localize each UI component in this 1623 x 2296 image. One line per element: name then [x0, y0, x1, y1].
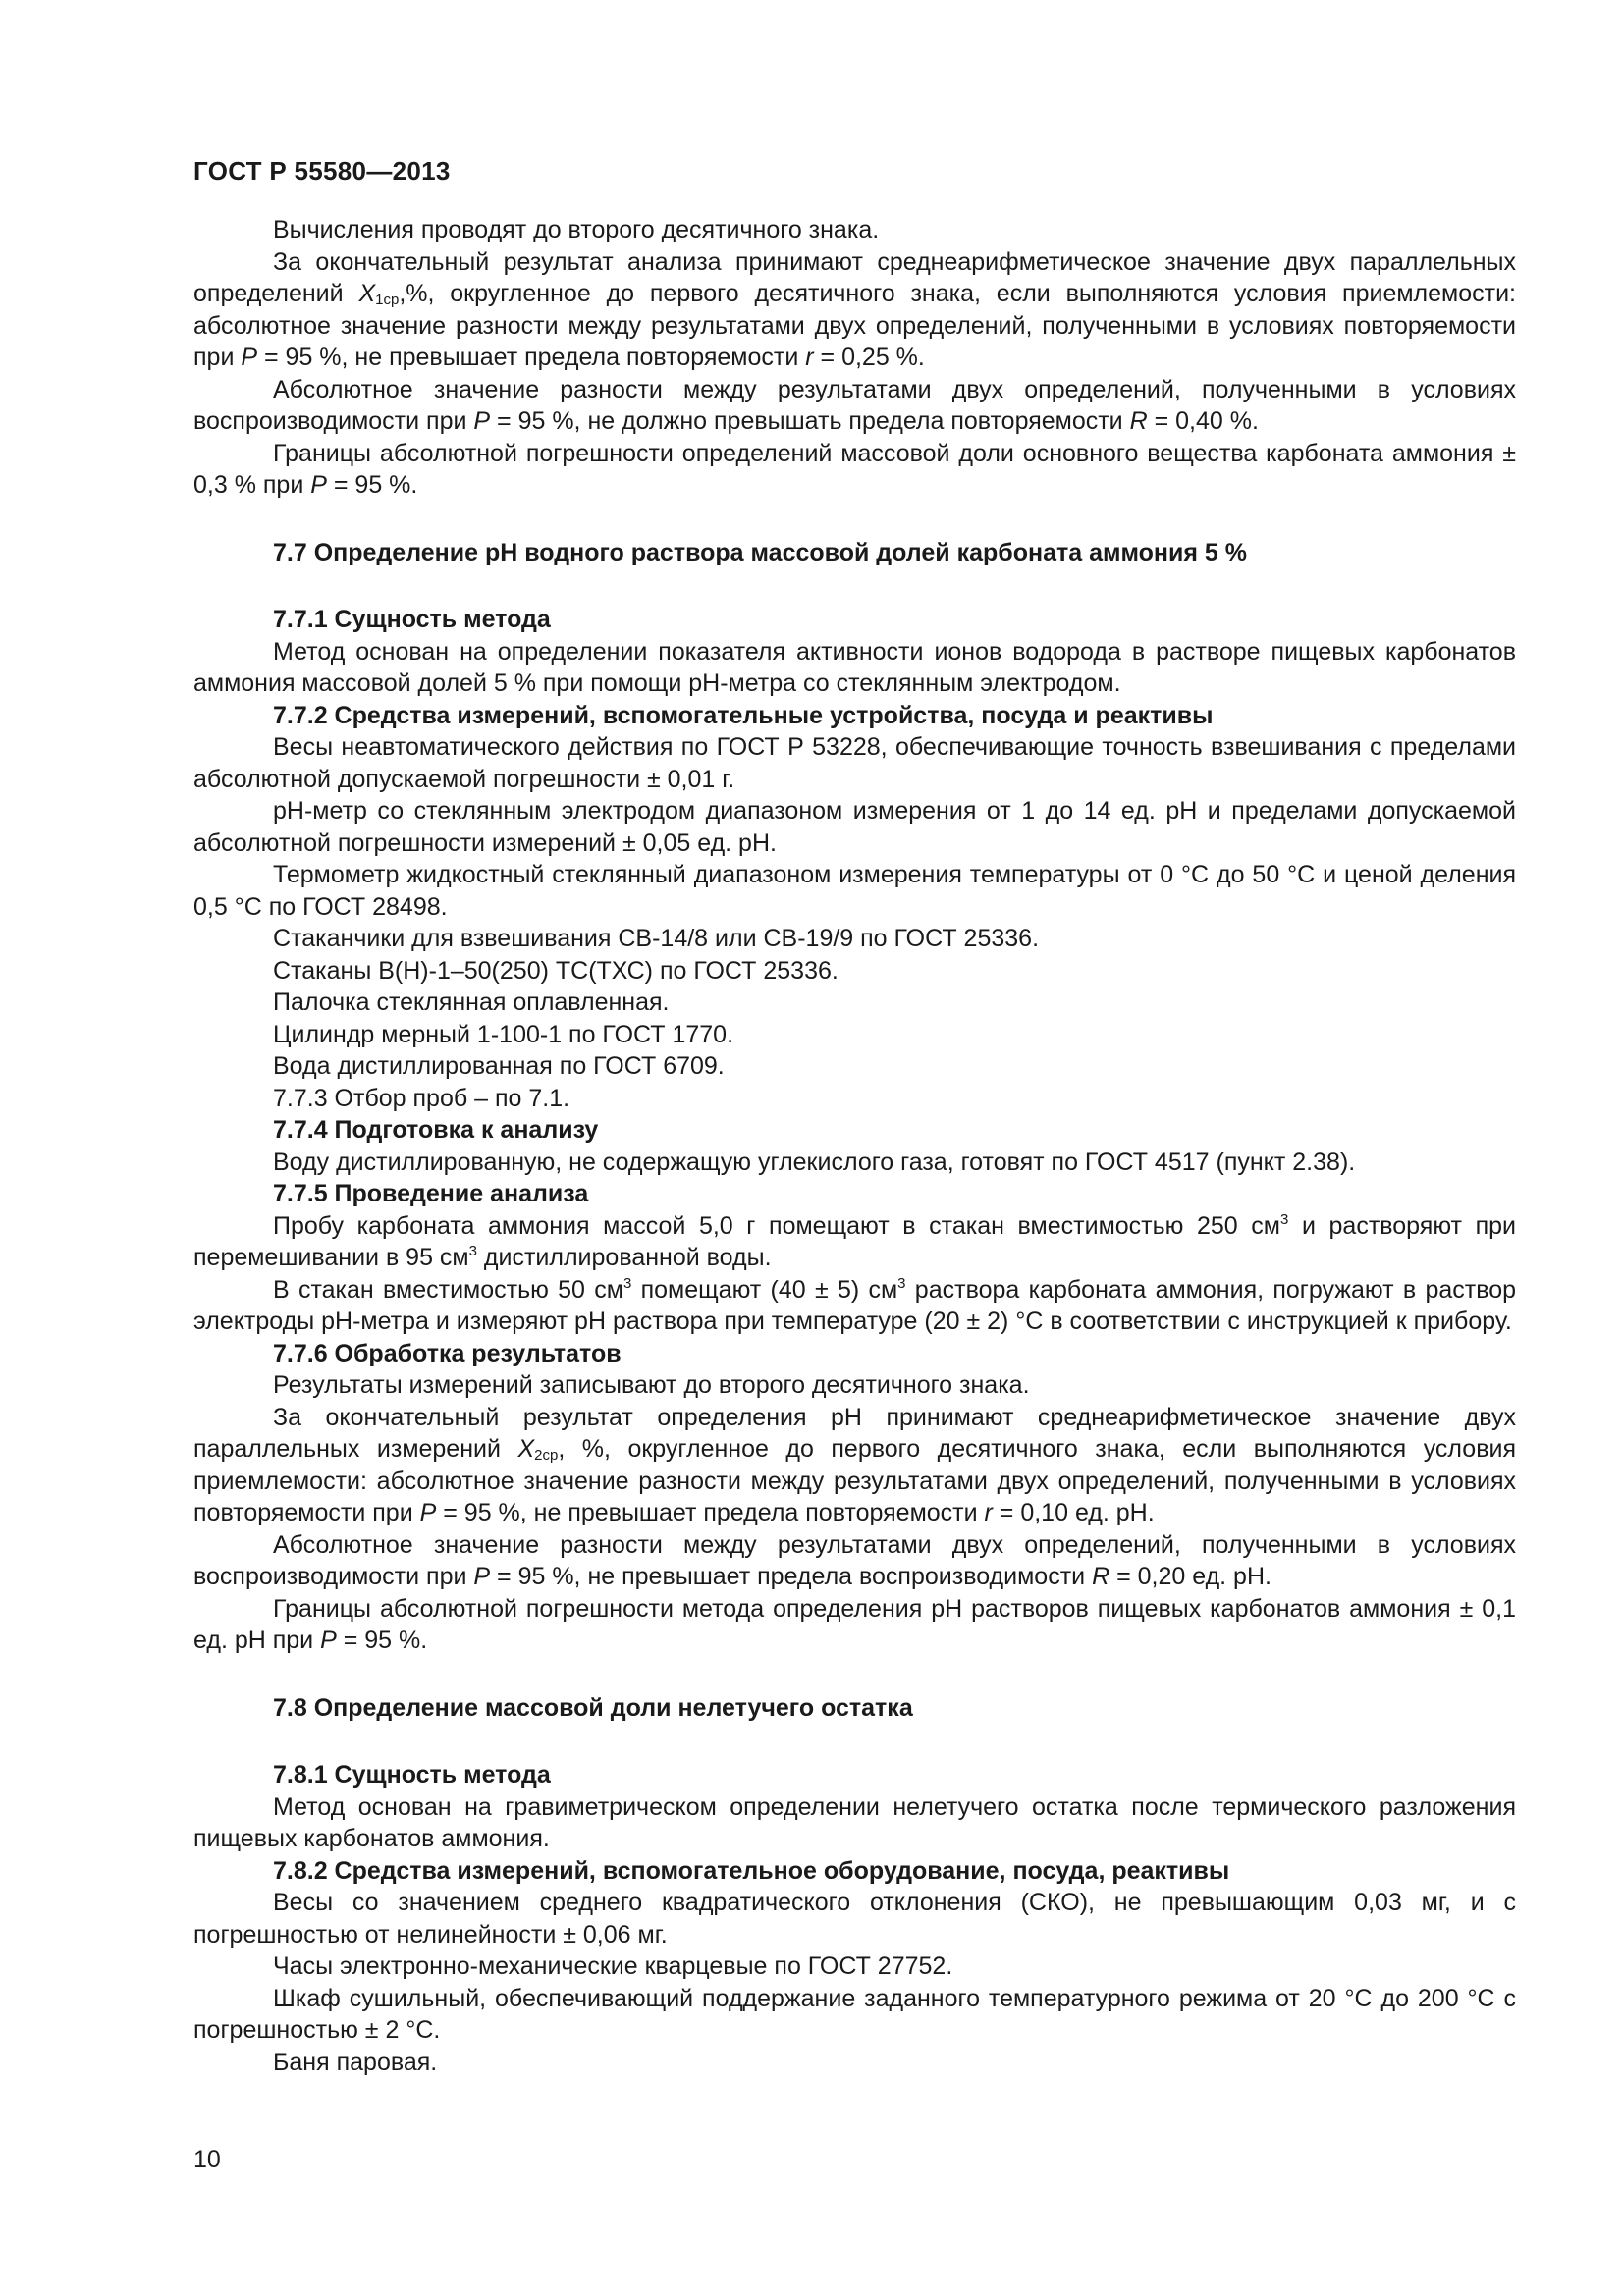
- list-item: Часы электронно-механические кварцевые по ГОСТ 27752.: [273, 1952, 953, 1980]
- paragraph: Границы абсолютной погрешности определений массовой доли основного вещества карбоната аммония ± 0,3 % при P = 95 %.: [193, 439, 1516, 499]
- subsection-heading: 7.7.1 Сущность метода: [273, 606, 551, 633]
- paragraph: 7.7.3 Отбор проб – по 7.1.: [273, 1084, 570, 1112]
- list-item: Баня паровая.: [273, 2048, 438, 2076]
- list-item: Весы со значением среднего квадратического отклонения (СКО), не превышающим 0,03 мг, и с погрешностью от нелинейности ± 0,06 мг.: [193, 1889, 1516, 1949]
- subsection-heading: 7.7.4 Подготовка к анализу: [273, 1116, 599, 1144]
- section-heading: 7.8 Определение массовой доли нелетучего остатка: [273, 1693, 913, 1722]
- paragraph: За окончательный результат анализа принимают среднеарифметическое значение двух параллельных определений $X_{1ср},\%$, округленное до первого десятичного знака, если выполняются условия приемлемости: абсолютное значение разности между результатами двух определений, полученными в условиях повторяемости при P = 95 %, не превышает предела повторяемости r = 0,25 %.: [193, 247, 1516, 371]
- list-item: Палочка стеклянная оплавленная.: [273, 988, 670, 1016]
- paragraph: Метод основан на определении показателя активности ионов водорода в растворе пищевых карбонатов аммония массовой долей 5 % при помощи рН-метра со стеклянным электродом.: [193, 637, 1516, 697]
- paragraph: Абсолютное значение разности между результатами двух определений, полученными в условиях воспроизводимости при P = 95 %, не должно превышать предела повторяемости R = 0,40 %.: [193, 375, 1516, 435]
- document-body: [193, 214, 1516, 2078]
- subsection-heading: 7.7.6 Обработка результатов: [273, 1339, 622, 1367]
- list-item: Цилиндр мерный 1-100-1 по ГОСТ 1770.: [273, 1020, 734, 1048]
- list-item: Вода дистиллированная по ГОСТ 6709.: [273, 1052, 725, 1080]
- paragraph: Абсолютное значение разности между результатами двух определений, полученными в условиях воспроизводимости при P = 95 %, не превышает предела воспроизводимости R = 0,20 ед. рН.: [193, 1530, 1516, 1590]
- page-number: 10: [193, 2146, 221, 2173]
- subsection-heading: 7.8.2 Средства измерений, вспомогательное оборудование, посуда, реактивы: [273, 1856, 1230, 1885]
- paragraph: Вычисления проводят до второго десятичного знака.: [273, 216, 880, 243]
- paragraph: Результаты измерений записывают до второго десятичного знака.: [273, 1371, 1030, 1399]
- subsection-heading: 7.7.5 Проведение анализа: [273, 1180, 589, 1207]
- subsection-heading: 7.7.2 Средства измерений, вспомогательные устройства, посуда и реактивы: [273, 701, 1214, 729]
- list-item: Стаканы В(Н)-1–50(250) ТС(ТХС) по ГОСТ 25336.: [273, 956, 839, 985]
- section-heading: 7.7 Определение рН водного раствора массовой долей карбоната аммония 5 %: [273, 538, 1247, 566]
- paragraph: В стакан вместимостью 50 $см^3$ помещают (40 ± 5) $см^3$ раствора карбоната аммония, погружают в раствор электроды рН-метра и измеряют рН раствора при температуре (20 ± 2) °С в соответствии с инструкцией к прибору.: [193, 1274, 1517, 1335]
- list-item: Стаканчики для взвешивания СВ-14/8 или СВ-19/9 по ГОСТ 25336.: [273, 925, 1040, 952]
- subsection-heading: 7.8.1 Сущность метода: [273, 1761, 551, 1789]
- paragraph: Пробу карбоната аммония массой 5,0 г помещают в стакан вместимостью 250 $см^3$ и растворяют при перемешивании в 95 $см^3$ дистиллированной воды.: [193, 1210, 1517, 1271]
- list-item: Шкаф сушильный, обеспечивающий поддержание заданного температурного режима от 20 °С до 200 °С с погрешностью ± 2 °С.: [193, 1984, 1516, 2044]
- paragraph: Метод основан на гравиметрическом определении нелетучего остатка после термического разложения пищевых карбонатов аммония.: [193, 1792, 1516, 1852]
- paragraph: Воду дистиллированную, не содержащую углекислого газа, готовят по ГОСТ 4517 (пункт 2.38).: [273, 1148, 1356, 1176]
- paragraph: За окончательный результат определения рН принимают среднеарифметическое значение двух параллельных измерений $X_{2ср}$, %, округленное до первого десятичного знака, если выполняются условия приемлемости: абсолютное значение разности между результатами двух определений, полученными в условиях повторяемости при P = 95 %, не превышает предела повторяемости r = 0,10 ед. рН.: [193, 1403, 1516, 1526]
- list-item: Термометр жидкостный стеклянный диапазоном измерения температуры от 0 °С до 50 °С и ценой деления 0,5 °С по ГОСТ 28498.: [193, 861, 1516, 921]
- document-header: ГОСТ Р 55580—2013: [193, 156, 451, 186]
- list-item: рН-метр со стеклянным электродом диапазоном измерения от 1 до 14 ед. рН и пределами допускаемой абсолютной погрешности измерений ± 0,05 ед. рН.: [193, 797, 1516, 857]
- list-item: Весы неавтоматического действия по ГОСТ Р 53228, обеспечивающие точность взвешивания с пределами абсолютной допускаемой погрешности ± 0,01 г.: [193, 733, 1516, 793]
- paragraph: Границы абсолютной погрешности метода определения рН растворов пищевых карбонатов аммония ± 0,1 ед. рН при P = 95 %.: [193, 1594, 1516, 1654]
